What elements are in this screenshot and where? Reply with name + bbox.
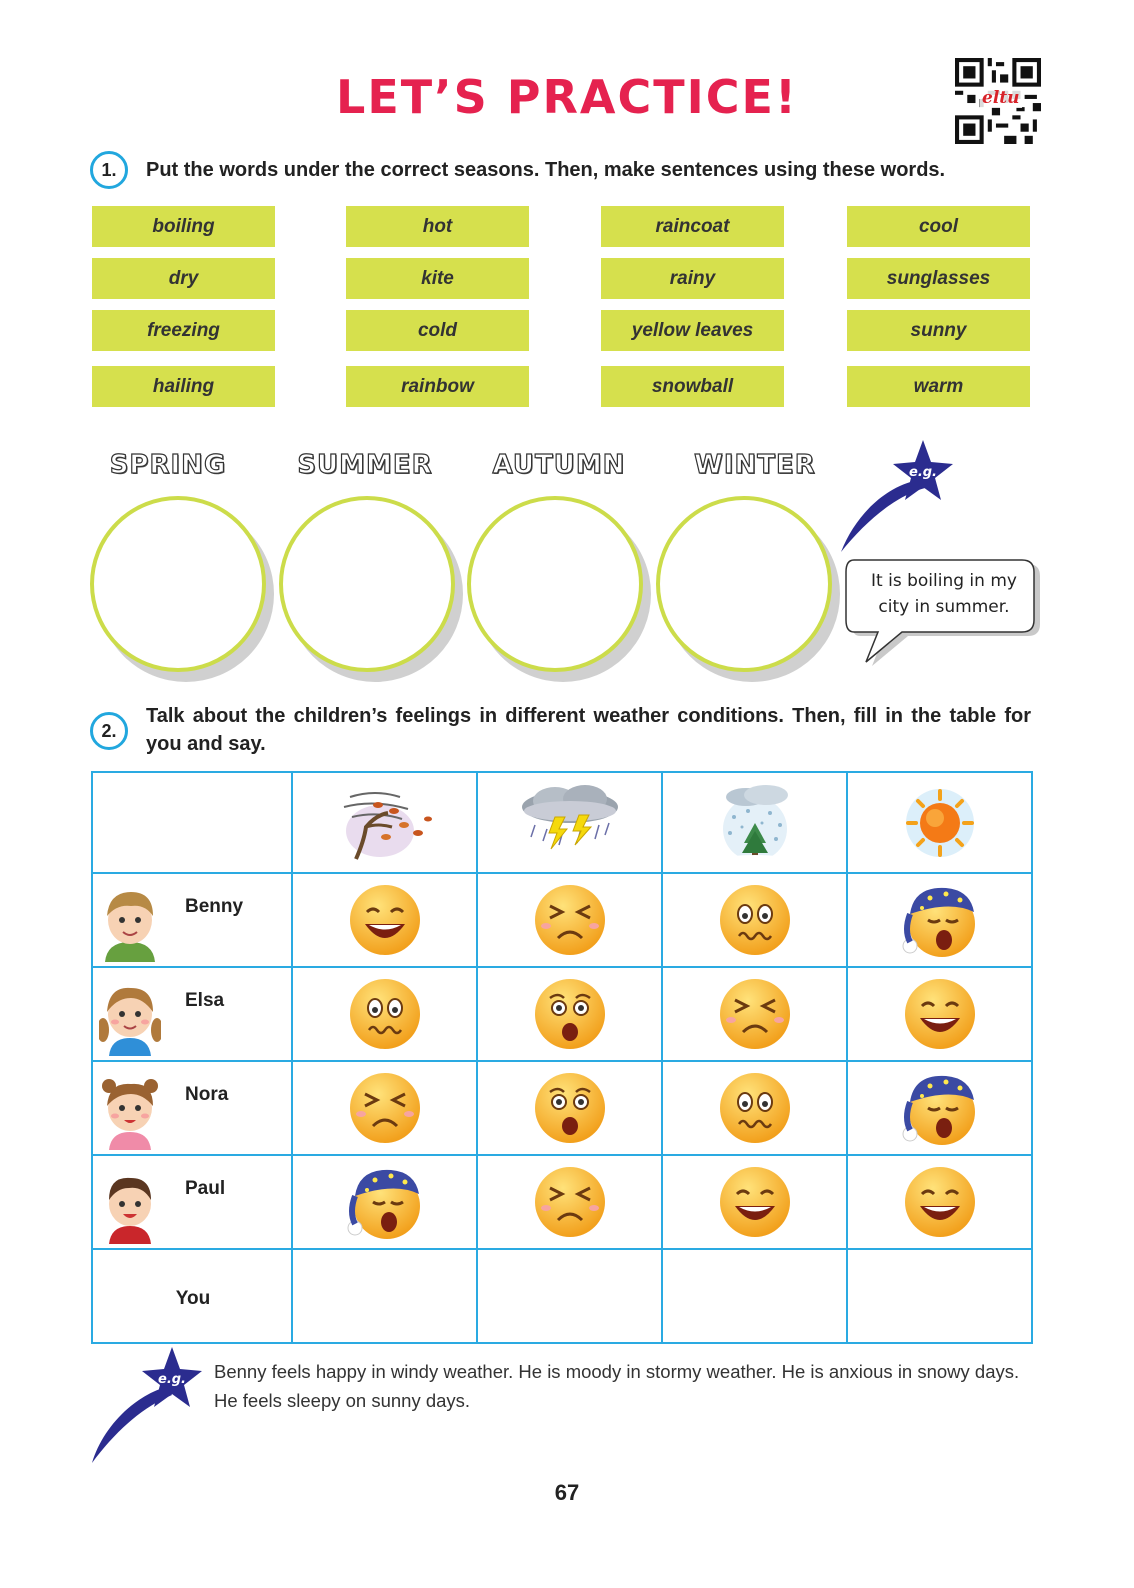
girl-avatar-icon <box>99 976 161 1056</box>
happy-face-icon <box>347 882 423 958</box>
example-star-icon <box>88 1345 208 1465</box>
table-row <box>92 1155 1032 1249</box>
sleepy-face-icon <box>900 1068 980 1148</box>
feeling-cell <box>292 1155 477 1249</box>
scared-face-icon <box>532 976 608 1052</box>
scared-face-icon <box>532 1070 608 1146</box>
weather-cell <box>847 772 1032 873</box>
feeling-cell <box>847 873 1032 967</box>
table-row <box>92 873 1032 967</box>
spring-answer-circle[interactable] <box>90 496 266 672</box>
anxious-face-icon <box>717 882 793 958</box>
summer-answer-circle[interactable] <box>279 496 455 672</box>
word-box: cool <box>847 206 1030 247</box>
question-2-instruction: Talk about the children’s feelings in different weather conditions. Then, fill in the table for you and say. <box>146 705 1031 755</box>
anxious-face-icon <box>717 1070 793 1146</box>
feeling-cell <box>292 967 477 1061</box>
moody-face-icon <box>347 1070 423 1146</box>
word-box: freezing <box>92 310 275 351</box>
word-box: kite <box>346 258 529 299</box>
word-box: dry <box>92 258 275 299</box>
sleepy-face-icon <box>345 1162 425 1242</box>
happy-face-icon <box>902 1164 978 1240</box>
word-box: rainbow <box>346 366 529 407</box>
autumn-answer-circle[interactable] <box>467 496 643 672</box>
qr-brand-logo: eltu <box>982 88 1020 108</box>
season-label-summer: SUMMER <box>297 450 433 480</box>
weather-cell <box>292 772 477 873</box>
season-label-autumn: AUTUMN <box>492 450 626 480</box>
answer-cell[interactable] <box>847 1249 1032 1343</box>
weather-cell <box>477 772 662 873</box>
table-header-row <box>92 772 1032 873</box>
child-name: Elsa <box>185 990 225 1011</box>
word-box: warm <box>847 366 1030 407</box>
feeling-cell <box>477 873 662 967</box>
moody-face-icon <box>532 1164 608 1240</box>
feeling-cell <box>477 1155 662 1249</box>
page-title: LET’S PRACTICE! <box>336 70 798 124</box>
feeling-cell <box>662 873 847 967</box>
child-cell <box>92 967 292 1061</box>
empty-corner-cell <box>92 772 292 873</box>
feeling-cell <box>477 1061 662 1155</box>
table-row <box>92 1249 1032 1343</box>
feelings-table <box>91 771 1033 1344</box>
stormy-weather-icon <box>515 783 625 863</box>
feeling-cell <box>662 1155 847 1249</box>
child-cell <box>92 1249 292 1343</box>
sunny-weather-icon <box>885 783 995 863</box>
question-number-1: 1. <box>90 151 128 189</box>
weather-cell <box>662 772 847 873</box>
happy-face-icon <box>902 976 978 1052</box>
answer-cell[interactable] <box>292 1249 477 1343</box>
moody-face-icon <box>532 882 608 958</box>
example-star-label: e.g. <box>909 465 937 480</box>
feeling-cell <box>477 967 662 1061</box>
season-label-winter: WINTER <box>694 450 816 480</box>
child-name: You <box>175 1288 211 1309</box>
example-paragraph: Benny feels happy in windy weather. He is moody in stormy weather. He is anxious in snowy days. He feels sleepy on sunny days. <box>214 1361 1020 1411</box>
table-row <box>92 967 1032 1061</box>
feeling-cell <box>847 967 1032 1061</box>
word-box: cold <box>346 310 529 351</box>
feeling-cell <box>292 1061 477 1155</box>
boy-avatar-icon <box>99 882 161 962</box>
feeling-cell <box>847 1155 1032 1249</box>
snowy-weather-icon <box>700 783 810 863</box>
child-cell <box>92 873 292 967</box>
child-cell <box>92 1155 292 1249</box>
child-name: Benny <box>185 896 244 917</box>
feeling-cell <box>662 1061 847 1155</box>
girl-avatar-icon <box>99 1070 161 1150</box>
word-box: sunny <box>847 310 1030 351</box>
word-box: hailing <box>92 366 275 407</box>
season-label-spring: SPRING <box>109 450 227 480</box>
windy-weather-icon <box>330 783 440 863</box>
child-name: Paul <box>185 1178 226 1199</box>
answer-cell[interactable] <box>662 1249 847 1343</box>
example-star-label: e.g. <box>158 1372 186 1387</box>
boy-avatar-icon <box>99 1164 161 1244</box>
feeling-cell <box>847 1061 1032 1155</box>
word-box: hot <box>346 206 529 247</box>
child-name: Nora <box>185 1084 229 1105</box>
table-row <box>92 1061 1032 1155</box>
word-box: snowball <box>601 366 784 407</box>
answer-cell[interactable] <box>477 1249 662 1343</box>
moody-face-icon <box>717 976 793 1052</box>
page-number: 67 <box>554 1480 580 1505</box>
question-1-instruction: Put the words under the correct seasons. Then, make sentences using these words. <box>146 159 946 181</box>
word-box: rainy <box>601 258 784 299</box>
word-box: boiling <box>92 206 275 247</box>
anxious-face-icon <box>347 976 423 1052</box>
example-star-icon <box>835 436 955 556</box>
child-cell <box>92 1061 292 1155</box>
word-box: yellow leaves <box>601 310 784 351</box>
winter-answer-circle[interactable] <box>656 496 832 672</box>
word-box: sunglasses <box>847 258 1030 299</box>
happy-face-icon <box>717 1164 793 1240</box>
sleepy-face-icon <box>900 880 980 960</box>
question-number-2: 2. <box>90 712 128 750</box>
word-box: raincoat <box>601 206 784 247</box>
feeling-cell <box>662 967 847 1061</box>
example-sentence: It is boiling in my city in summer. <box>871 571 1017 617</box>
feeling-cell <box>292 873 477 967</box>
